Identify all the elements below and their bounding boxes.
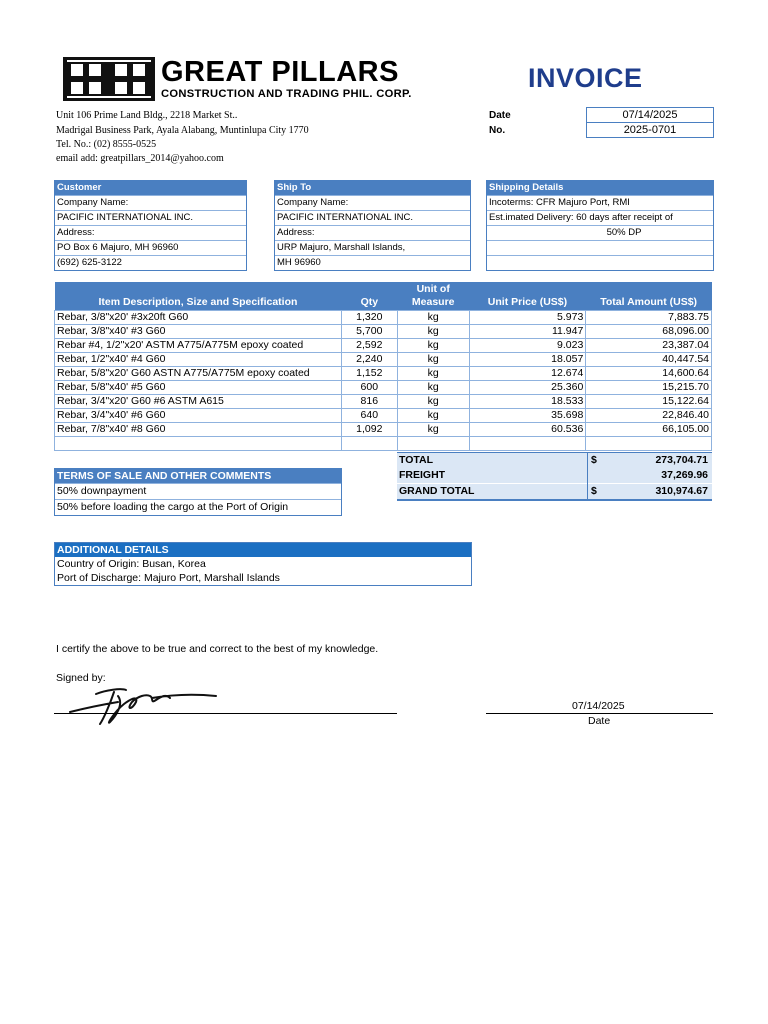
table-row (55, 352, 712, 366)
freight-row (397, 468, 712, 483)
company-email: email add: greatpillars_2014@yahoo.com (56, 153, 224, 164)
signature-date: 07/14/2025 (572, 700, 625, 712)
ship-to-company-label: Company Name: (275, 195, 470, 210)
shipping-empty-row (487, 240, 713, 255)
table-row (55, 366, 712, 380)
ship-to-company: PACIFIC INTERNATIONAL INC. (275, 210, 470, 225)
item-uom: kg (397, 366, 469, 380)
item-uom: kg (397, 352, 469, 366)
item-uom: kg (397, 408, 469, 422)
customer-header: Customer (55, 181, 246, 195)
item-description: Rebar, 5/8"x40' #5 G60 (55, 380, 342, 394)
item-unit-price: 11.947 (469, 324, 586, 338)
shipping-details-box (486, 180, 714, 271)
item-unit-price: 5.973 (469, 310, 586, 324)
item-unit-price: 35.698 (469, 408, 586, 422)
customer-address-label: Address: (55, 225, 246, 240)
number-label: No. (489, 125, 506, 136)
terms-line-2: 50% before loading the cargo at the Port of Origin (55, 499, 341, 515)
port-of-discharge: Port of Discharge: Majuro Port, Marshall Islands (57, 572, 280, 584)
freight-value: 37,269.96 (661, 469, 708, 481)
item-uom: kg (397, 394, 469, 408)
item-qty: 2,240 (341, 352, 397, 366)
item-unit-price: 18.057 (469, 352, 586, 366)
item-unit-price: 25.360 (469, 380, 586, 394)
item-total: 68,096.00 (586, 324, 712, 338)
address-line-1: Unit 106 Prime Land Bldg., 2218 Market St.. (56, 110, 238, 121)
grand-total-currency: $ (591, 485, 597, 497)
item-qty: 1,152 (341, 366, 397, 380)
grand-total-label: GRAND TOTAL (399, 485, 475, 497)
item-qty: 816 (341, 394, 397, 408)
total-currency: $ (591, 454, 597, 466)
company-name: GREAT PILLARS (161, 56, 399, 88)
item-description: Rebar, 3/4"x40' #6 G60 (55, 408, 342, 422)
invoice-date: 07/14/2025 (586, 107, 714, 123)
item-uom: kg (397, 310, 469, 324)
item-description: Rebar, 7/8"x40' #8 G60 (55, 422, 342, 436)
item-uom: kg (397, 422, 469, 436)
total-label: TOTAL (399, 454, 434, 466)
signature-image (66, 682, 226, 728)
item-total: 7,883.75 (586, 310, 712, 324)
item-description: Rebar, 1/2"x40' #4 G60 (55, 352, 342, 366)
freight-label: FREIGHT (399, 469, 446, 481)
address-line-2: Madrigal Business Park, Ayala Alabang, Muntinlupa City 1770 (56, 125, 309, 136)
table-row (55, 310, 712, 324)
additional-details-box (54, 542, 472, 586)
table-row (55, 338, 712, 352)
ship-to-address-2: MH 96960 (275, 255, 470, 270)
ship-to-address-1: URP Majuro, Marshall Islands, (275, 240, 470, 255)
signature-line (54, 713, 397, 714)
terms-line-1: 50% downpayment (55, 483, 341, 499)
total-row (397, 452, 712, 468)
certification-text: I certify the above to be true and correct to the best of my knowledge. (56, 643, 379, 655)
country-of-origin: Country of Origin: Busan, Korea (57, 558, 206, 570)
item-unit-price: 60.536 (469, 422, 586, 436)
item-total: 22,846.40 (586, 408, 712, 422)
company-logo (63, 57, 453, 101)
date-caption: Date (588, 715, 611, 727)
shipping-delivery: Est.imated Delivery: 60 days after receipt of (487, 210, 713, 225)
invoice-number: 2025-0701 (586, 122, 714, 138)
item-total: 15,215.70 (586, 380, 712, 394)
ship-to-address-label: Address: (275, 225, 470, 240)
item-unit-price: 9.023 (469, 338, 586, 352)
pillars-logo-icon (63, 57, 155, 101)
col-uom-header-2: Measure (397, 296, 469, 310)
items-table (54, 282, 712, 451)
col-uom-header-1: Unit of (397, 282, 469, 296)
company-subtitle: CONSTRUCTION AND TRADING PHIL. CORP. (161, 88, 412, 100)
col-unit-price-header: Unit Price (US$) (469, 296, 586, 310)
shipping-header: Shipping Details (487, 181, 713, 195)
shipping-incoterms: Incoterms: CFR Majuro Port, RMI (487, 195, 713, 210)
item-total: 40,447.54 (586, 352, 712, 366)
item-uom: kg (397, 380, 469, 394)
item-uom: kg (397, 338, 469, 352)
item-description: Rebar, 3/8"x40' #3 G60 (55, 324, 342, 338)
ship-to-header: Ship To (275, 181, 470, 195)
totals-divider (587, 452, 588, 500)
table-row (55, 394, 712, 408)
date-label: Date (489, 110, 511, 121)
ship-to-box (274, 180, 471, 271)
additional-header: ADDITIONAL DETAILS (55, 543, 471, 557)
grand-total-value: 310,974.67 (655, 485, 708, 497)
customer-company: PACIFIC INTERNATIONAL INC. (55, 210, 246, 225)
table-row (55, 380, 712, 394)
item-total: 66,105.00 (586, 422, 712, 436)
item-total: 23,387.04 (586, 338, 712, 352)
terms-box (54, 468, 342, 516)
item-qty: 1,092 (341, 422, 397, 436)
table-row-empty (55, 436, 712, 450)
grand-total-row (397, 484, 712, 501)
item-total: 15,122.64 (586, 394, 712, 408)
total-value: 273,704.71 (655, 454, 708, 466)
shipping-delivery-2: 50% DP (487, 225, 713, 240)
col-total-header: Total Amount (US$) (586, 296, 712, 310)
customer-box (54, 180, 247, 271)
item-unit-price: 12.674 (469, 366, 586, 380)
company-tel: Tel. No.: (02) 8555-0525 (56, 139, 157, 150)
item-uom: kg (397, 324, 469, 338)
item-total: 14,600.64 (586, 366, 712, 380)
table-row (55, 408, 712, 422)
item-qty: 2,592 (341, 338, 397, 352)
signed-by-label: Signed by: (56, 672, 106, 684)
item-unit-price: 18.533 (469, 394, 586, 408)
customer-company-label: Company Name: (55, 195, 246, 210)
col-qty-header: Qty (341, 296, 397, 310)
item-description: Rebar #4, 1/2"x20' ASTM A775/A775M epoxy coated (55, 338, 342, 352)
customer-address: PO Box 6 Majuro, MH 96960 (55, 240, 246, 255)
item-description: Rebar, 5/8"x20' G60 ASTN A775/A775M epoxy coated (55, 366, 342, 380)
col-description-header: Item Description, Size and Specification (55, 296, 342, 310)
table-row (55, 324, 712, 338)
shipping-empty-row (487, 255, 713, 270)
item-qty: 5,700 (341, 324, 397, 338)
table-row (55, 422, 712, 436)
item-description: Rebar, 3/8"x20' #3x20ft G60 (55, 310, 342, 324)
item-description: Rebar, 3/4"x20' G60 #6 ASTM A615 (55, 394, 342, 408)
item-qty: 1,320 (341, 310, 397, 324)
item-qty: 640 (341, 408, 397, 422)
terms-header: TERMS OF SALE AND OTHER COMMENTS (55, 469, 341, 483)
invoice-title: INVOICE (528, 63, 643, 93)
customer-phone: (692) 625-3122 (55, 255, 246, 270)
item-qty: 600 (341, 380, 397, 394)
date-line (486, 713, 713, 714)
